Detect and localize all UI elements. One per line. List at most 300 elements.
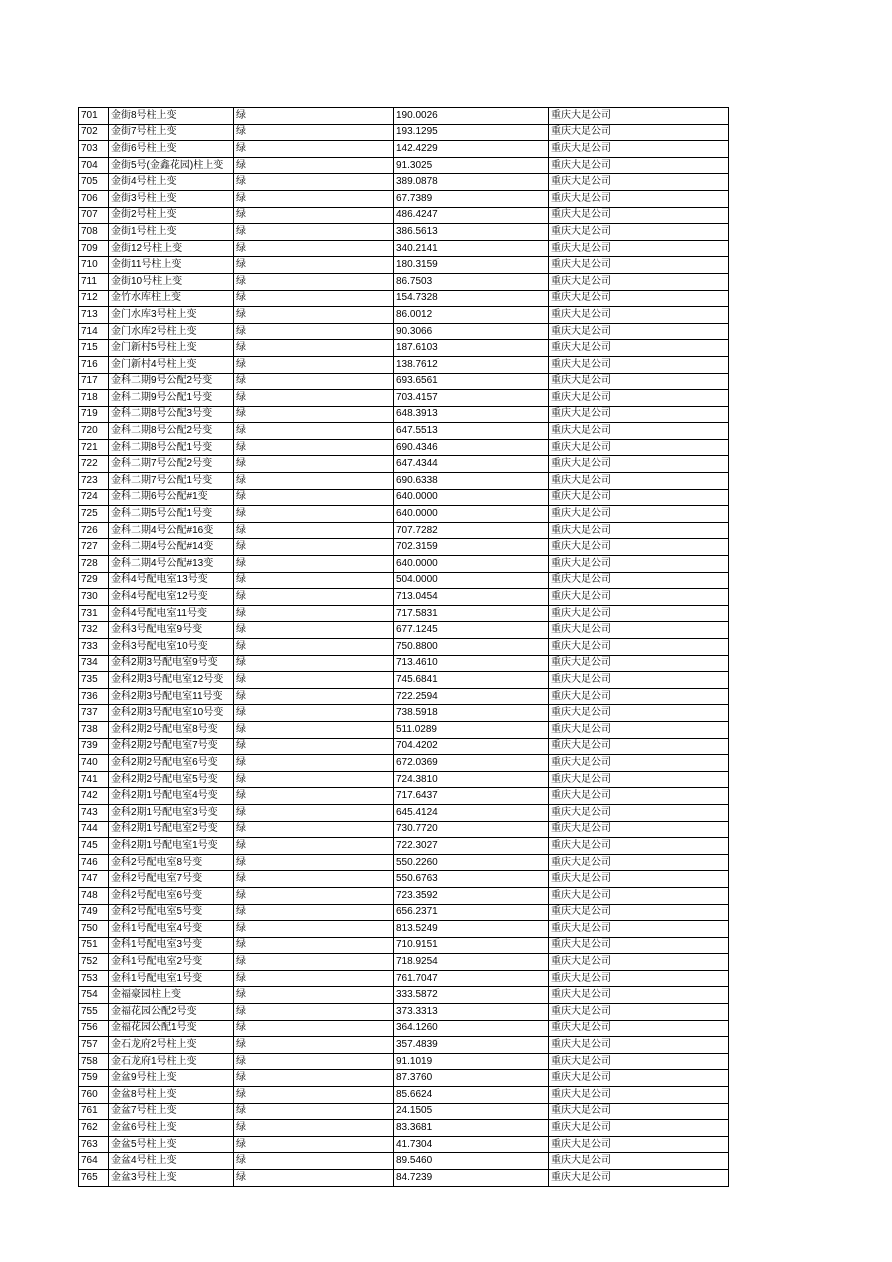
table-row (79, 572, 729, 589)
table-row (79, 622, 729, 639)
row-value: 722.2594 (394, 688, 549, 705)
row-grade: 绿 (234, 605, 394, 622)
row-value: 813.5249 (394, 921, 549, 938)
table-row (79, 705, 729, 722)
row-grade: 绿 (234, 539, 394, 556)
table-row (79, 356, 729, 373)
row-grade: 绿 (234, 423, 394, 440)
row-name: 金科2号配电室8号变 (109, 854, 234, 871)
row-index: 720 (79, 423, 109, 440)
row-value: 730.7720 (394, 821, 549, 838)
row-name: 金科2期3号配电室11号变 (109, 688, 234, 705)
row-company: 重庆大足公司 (549, 937, 729, 954)
row-index: 762 (79, 1120, 109, 1137)
row-grade: 绿 (234, 954, 394, 971)
row-index: 745 (79, 838, 109, 855)
table-body (79, 108, 729, 1187)
row-index: 755 (79, 1004, 109, 1021)
row-grade: 绿 (234, 340, 394, 357)
row-name: 金科3号配电室10号变 (109, 639, 234, 656)
table-row (79, 473, 729, 490)
table-row (79, 738, 729, 755)
row-index: 727 (79, 539, 109, 556)
row-name: 金街10号柱上变 (109, 273, 234, 290)
table-row (79, 124, 729, 141)
row-name: 金竹水库柱上变 (109, 290, 234, 307)
row-name: 金门水库2号柱上变 (109, 323, 234, 340)
row-index: 701 (79, 108, 109, 125)
table-row (79, 141, 729, 158)
row-company: 重庆大足公司 (549, 854, 729, 871)
row-name: 金科二期8号公配1号变 (109, 439, 234, 456)
row-name: 金科二期9号公配2号变 (109, 373, 234, 390)
row-value: 85.6624 (394, 1087, 549, 1104)
table-row (79, 1103, 729, 1120)
row-company: 重庆大足公司 (549, 356, 729, 373)
row-company: 重庆大足公司 (549, 572, 729, 589)
row-index: 707 (79, 207, 109, 224)
table-row (79, 1153, 729, 1170)
row-name: 金街8号柱上变 (109, 108, 234, 125)
row-name: 金科二期4号公配#16变 (109, 522, 234, 539)
row-index: 760 (79, 1087, 109, 1104)
row-value: 713.0454 (394, 589, 549, 606)
row-name: 金科二期5号公配1号变 (109, 506, 234, 523)
row-index: 728 (79, 556, 109, 573)
row-name: 金科1号配电室2号变 (109, 954, 234, 971)
table-row (79, 556, 729, 573)
row-name: 金街11号柱上变 (109, 257, 234, 274)
row-value: 640.0000 (394, 556, 549, 573)
row-name: 金石龙府2号柱上变 (109, 1037, 234, 1054)
row-value: 86.0012 (394, 307, 549, 324)
row-index: 746 (79, 854, 109, 871)
row-value: 86.7503 (394, 273, 549, 290)
row-company: 重庆大足公司 (549, 655, 729, 672)
table-row (79, 721, 729, 738)
row-company: 重庆大足公司 (549, 522, 729, 539)
table-row (79, 639, 729, 656)
row-grade: 绿 (234, 921, 394, 938)
row-grade: 绿 (234, 1004, 394, 1021)
row-company: 重庆大足公司 (549, 1170, 729, 1187)
row-name: 金科4号配电室13号变 (109, 572, 234, 589)
row-company: 重庆大足公司 (549, 1120, 729, 1137)
row-company: 重庆大足公司 (549, 406, 729, 423)
row-value: 41.7304 (394, 1136, 549, 1153)
row-index: 749 (79, 904, 109, 921)
table-row (79, 406, 729, 423)
row-company: 重庆大足公司 (549, 771, 729, 788)
row-index: 744 (79, 821, 109, 838)
table-row (79, 1120, 729, 1137)
row-name: 金盆8号柱上变 (109, 1087, 234, 1104)
row-value: 89.5460 (394, 1153, 549, 1170)
row-company: 重庆大足公司 (549, 804, 729, 821)
row-name: 金科1号配电室3号变 (109, 937, 234, 954)
table-row (79, 207, 729, 224)
row-name: 金科1号配电室4号变 (109, 921, 234, 938)
transformer-table (78, 107, 729, 1187)
row-name: 金科2号配电室5号变 (109, 904, 234, 921)
row-grade: 绿 (234, 688, 394, 705)
row-value: 707.7282 (394, 522, 549, 539)
data-sheet (78, 107, 728, 1187)
row-grade: 绿 (234, 108, 394, 125)
row-index: 742 (79, 788, 109, 805)
row-value: 745.6841 (394, 672, 549, 689)
row-grade: 绿 (234, 290, 394, 307)
row-name: 金福花园公配1号变 (109, 1020, 234, 1037)
table-row (79, 688, 729, 705)
row-grade: 绿 (234, 373, 394, 390)
table-row (79, 1020, 729, 1037)
row-grade: 绿 (234, 157, 394, 174)
row-company: 重庆大足公司 (549, 589, 729, 606)
row-index: 734 (79, 655, 109, 672)
row-index: 757 (79, 1037, 109, 1054)
row-value: 672.0369 (394, 755, 549, 772)
row-company: 重庆大足公司 (549, 489, 729, 506)
row-name: 金科二期6号公配#1变 (109, 489, 234, 506)
row-value: 647.5513 (394, 423, 549, 440)
row-grade: 绿 (234, 257, 394, 274)
row-grade: 绿 (234, 738, 394, 755)
table-row (79, 506, 729, 523)
row-value: 504.0000 (394, 572, 549, 589)
row-name: 金科2期1号配电室1号变 (109, 838, 234, 855)
row-grade: 绿 (234, 771, 394, 788)
row-grade: 绿 (234, 439, 394, 456)
table-row (79, 871, 729, 888)
row-index: 754 (79, 987, 109, 1004)
table-row (79, 755, 729, 772)
row-index: 709 (79, 240, 109, 257)
row-value: 187.6103 (394, 340, 549, 357)
row-grade: 绿 (234, 655, 394, 672)
row-value: 91.1019 (394, 1053, 549, 1070)
row-name: 金科二期8号公配2号变 (109, 423, 234, 440)
row-company: 重庆大足公司 (549, 1070, 729, 1087)
row-value: 718.9254 (394, 954, 549, 971)
row-value: 648.3913 (394, 406, 549, 423)
table-row (79, 224, 729, 241)
row-grade: 绿 (234, 240, 394, 257)
row-value: 704.4202 (394, 738, 549, 755)
row-grade: 绿 (234, 970, 394, 987)
row-index: 737 (79, 705, 109, 722)
row-index: 713 (79, 307, 109, 324)
row-company: 重庆大足公司 (549, 257, 729, 274)
row-value: 357.4839 (394, 1037, 549, 1054)
row-name: 金福花园公配2号变 (109, 1004, 234, 1021)
table-row (79, 589, 729, 606)
row-company: 重庆大足公司 (549, 224, 729, 241)
row-name: 金科2期1号配电室2号变 (109, 821, 234, 838)
row-value: 738.5918 (394, 705, 549, 722)
row-company: 重庆大足公司 (549, 190, 729, 207)
row-grade: 绿 (234, 887, 394, 904)
row-index: 731 (79, 605, 109, 622)
row-company: 重庆大足公司 (549, 605, 729, 622)
row-value: 750.8800 (394, 639, 549, 656)
row-grade: 绿 (234, 1153, 394, 1170)
row-name: 金门新村4号柱上变 (109, 356, 234, 373)
row-name: 金街5号(金鑫花园)柱上变 (109, 157, 234, 174)
row-grade: 绿 (234, 705, 394, 722)
row-index: 712 (79, 290, 109, 307)
row-grade: 绿 (234, 406, 394, 423)
row-grade: 绿 (234, 572, 394, 589)
row-grade: 绿 (234, 904, 394, 921)
row-company: 重庆大足公司 (549, 705, 729, 722)
row-name: 金盆4号柱上变 (109, 1153, 234, 1170)
row-company: 重庆大足公司 (549, 904, 729, 921)
row-grade: 绿 (234, 1020, 394, 1037)
row-name: 金科2号配电室7号变 (109, 871, 234, 888)
row-company: 重庆大足公司 (549, 273, 729, 290)
row-value: 761.7047 (394, 970, 549, 987)
row-grade: 绿 (234, 622, 394, 639)
row-value: 550.6763 (394, 871, 549, 888)
row-company: 重庆大足公司 (549, 423, 729, 440)
row-grade: 绿 (234, 871, 394, 888)
row-value: 693.6561 (394, 373, 549, 390)
table-row (79, 887, 729, 904)
row-index: 726 (79, 522, 109, 539)
row-grade: 绿 (234, 1120, 394, 1137)
row-index: 759 (79, 1070, 109, 1087)
row-company: 重庆大足公司 (549, 755, 729, 772)
row-index: 717 (79, 373, 109, 390)
table-row (79, 373, 729, 390)
row-index: 752 (79, 954, 109, 971)
row-grade: 绿 (234, 556, 394, 573)
row-index: 718 (79, 390, 109, 407)
row-name: 金盆3号柱上变 (109, 1170, 234, 1187)
row-index: 753 (79, 970, 109, 987)
row-name: 金街4号柱上变 (109, 174, 234, 191)
table-row (79, 489, 729, 506)
row-company: 重庆大足公司 (549, 954, 729, 971)
table-row (79, 1004, 729, 1021)
row-company: 重庆大足公司 (549, 1087, 729, 1104)
table-row (79, 439, 729, 456)
row-company: 重庆大足公司 (549, 157, 729, 174)
row-name: 金盆5号柱上变 (109, 1136, 234, 1153)
row-name: 金街12号柱上变 (109, 240, 234, 257)
table-row (79, 1087, 729, 1104)
row-company: 重庆大足公司 (549, 1053, 729, 1070)
row-company: 重庆大足公司 (549, 838, 729, 855)
row-value: 723.3592 (394, 887, 549, 904)
row-value: 703.4157 (394, 390, 549, 407)
row-grade: 绿 (234, 821, 394, 838)
table-row (79, 174, 729, 191)
row-index: 721 (79, 439, 109, 456)
row-company: 重庆大足公司 (549, 556, 729, 573)
row-index: 740 (79, 755, 109, 772)
row-value: 702.3159 (394, 539, 549, 556)
row-name: 金福豪园柱上变 (109, 987, 234, 1004)
row-index: 702 (79, 124, 109, 141)
row-value: 193.1295 (394, 124, 549, 141)
row-index: 738 (79, 721, 109, 738)
row-index: 765 (79, 1170, 109, 1187)
row-grade: 绿 (234, 473, 394, 490)
table-row (79, 838, 729, 855)
row-index: 763 (79, 1136, 109, 1153)
row-name: 金科2期2号配电室5号变 (109, 771, 234, 788)
row-value: 67.7389 (394, 190, 549, 207)
row-grade: 绿 (234, 522, 394, 539)
row-name: 金科2期2号配电室6号变 (109, 755, 234, 772)
row-company: 重庆大足公司 (549, 390, 729, 407)
row-index: 711 (79, 273, 109, 290)
row-grade: 绿 (234, 788, 394, 805)
row-index: 723 (79, 473, 109, 490)
row-index: 719 (79, 406, 109, 423)
row-value: 717.6437 (394, 788, 549, 805)
table-row (79, 539, 729, 556)
table-row (79, 1037, 729, 1054)
row-grade: 绿 (234, 1037, 394, 1054)
row-value: 511.0289 (394, 721, 549, 738)
row-company: 重庆大足公司 (549, 207, 729, 224)
row-name: 金科2期3号配电室10号变 (109, 705, 234, 722)
table-row (79, 190, 729, 207)
row-grade: 绿 (234, 987, 394, 1004)
row-name: 金盆9号柱上变 (109, 1070, 234, 1087)
row-grade: 绿 (234, 1070, 394, 1087)
row-name: 金科2期2号配电室7号变 (109, 738, 234, 755)
row-value: 142.4229 (394, 141, 549, 158)
row-grade: 绿 (234, 804, 394, 821)
row-name: 金科2期1号配电室3号变 (109, 804, 234, 821)
table-row (79, 821, 729, 838)
row-name: 金科2期1号配电室4号变 (109, 788, 234, 805)
row-value: 690.6338 (394, 473, 549, 490)
row-name: 金盆6号柱上变 (109, 1120, 234, 1137)
row-name: 金科4号配电室11号变 (109, 605, 234, 622)
row-value: 550.2260 (394, 854, 549, 871)
row-company: 重庆大足公司 (549, 788, 729, 805)
row-name: 金门新村5号柱上变 (109, 340, 234, 357)
table-row (79, 390, 729, 407)
row-company: 重庆大足公司 (549, 672, 729, 689)
row-value: 91.3025 (394, 157, 549, 174)
row-value: 87.3760 (394, 1070, 549, 1087)
row-grade: 绿 (234, 141, 394, 158)
row-value: 90.3066 (394, 323, 549, 340)
row-index: 715 (79, 340, 109, 357)
row-company: 重庆大足公司 (549, 970, 729, 987)
row-name: 金街3号柱上变 (109, 190, 234, 207)
row-grade: 绿 (234, 456, 394, 473)
row-grade: 绿 (234, 721, 394, 738)
row-company: 重庆大足公司 (549, 721, 729, 738)
row-index: 735 (79, 672, 109, 689)
table-row (79, 108, 729, 125)
row-company: 重庆大足公司 (549, 506, 729, 523)
row-grade: 绿 (234, 356, 394, 373)
row-grade: 绿 (234, 854, 394, 871)
row-grade: 绿 (234, 1087, 394, 1104)
table-row (79, 1170, 729, 1187)
row-value: 647.4344 (394, 456, 549, 473)
row-grade: 绿 (234, 937, 394, 954)
row-company: 重庆大足公司 (549, 141, 729, 158)
row-index: 751 (79, 937, 109, 954)
row-grade: 绿 (234, 589, 394, 606)
table-row (79, 1070, 729, 1087)
row-grade: 绿 (234, 307, 394, 324)
row-value: 24.1505 (394, 1103, 549, 1120)
row-company: 重庆大足公司 (549, 987, 729, 1004)
table-row (79, 340, 729, 357)
row-grade: 绿 (234, 273, 394, 290)
table-row (79, 672, 729, 689)
table-row (79, 771, 729, 788)
row-name: 金石龙府1号柱上变 (109, 1053, 234, 1070)
row-index: 706 (79, 190, 109, 207)
row-grade: 绿 (234, 1103, 394, 1120)
row-value: 333.5872 (394, 987, 549, 1004)
row-value: 83.3681 (394, 1120, 549, 1137)
row-company: 重庆大足公司 (549, 108, 729, 125)
row-value: 373.3313 (394, 1004, 549, 1021)
row-value: 722.3027 (394, 838, 549, 855)
row-value: 389.0878 (394, 174, 549, 191)
row-company: 重庆大足公司 (549, 323, 729, 340)
row-name: 金科1号配电室1号变 (109, 970, 234, 987)
table-row (79, 257, 729, 274)
row-name: 金街2号柱上变 (109, 207, 234, 224)
row-company: 重庆大足公司 (549, 174, 729, 191)
row-grade: 绿 (234, 1170, 394, 1187)
row-grade: 绿 (234, 838, 394, 855)
table-row (79, 854, 729, 871)
table-row (79, 307, 729, 324)
row-value: 690.4346 (394, 439, 549, 456)
table-row (79, 240, 729, 257)
row-company: 重庆大足公司 (549, 1037, 729, 1054)
row-name: 金盆7号柱上变 (109, 1103, 234, 1120)
row-index: 725 (79, 506, 109, 523)
row-name: 金科二期7号公配2号变 (109, 456, 234, 473)
table-row (79, 904, 729, 921)
row-index: 724 (79, 489, 109, 506)
table-row (79, 655, 729, 672)
row-index: 756 (79, 1020, 109, 1037)
row-grade: 绿 (234, 323, 394, 340)
row-index: 747 (79, 871, 109, 888)
row-index: 736 (79, 688, 109, 705)
row-index: 764 (79, 1153, 109, 1170)
table-row (79, 970, 729, 987)
row-company: 重庆大足公司 (549, 1153, 729, 1170)
row-company: 重庆大足公司 (549, 473, 729, 490)
row-index: 748 (79, 887, 109, 904)
table-row (79, 987, 729, 1004)
table-row (79, 954, 729, 971)
row-value: 340.2141 (394, 240, 549, 257)
row-index: 761 (79, 1103, 109, 1120)
row-name: 金科二期8号公配3号变 (109, 406, 234, 423)
row-value: 138.7612 (394, 356, 549, 373)
row-company: 重庆大足公司 (549, 639, 729, 656)
row-grade: 绿 (234, 755, 394, 772)
